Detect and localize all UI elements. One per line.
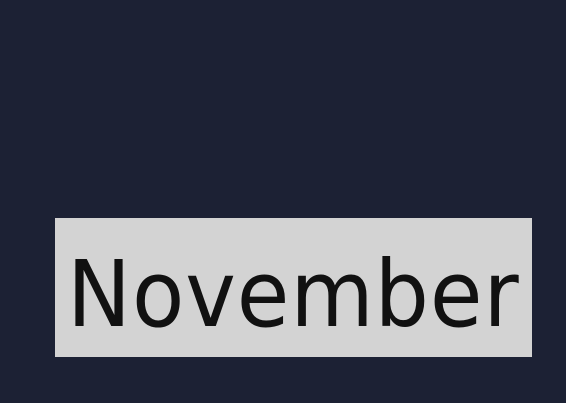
word-label-box	[55, 218, 532, 357]
word-label-text: November	[67, 240, 520, 348]
